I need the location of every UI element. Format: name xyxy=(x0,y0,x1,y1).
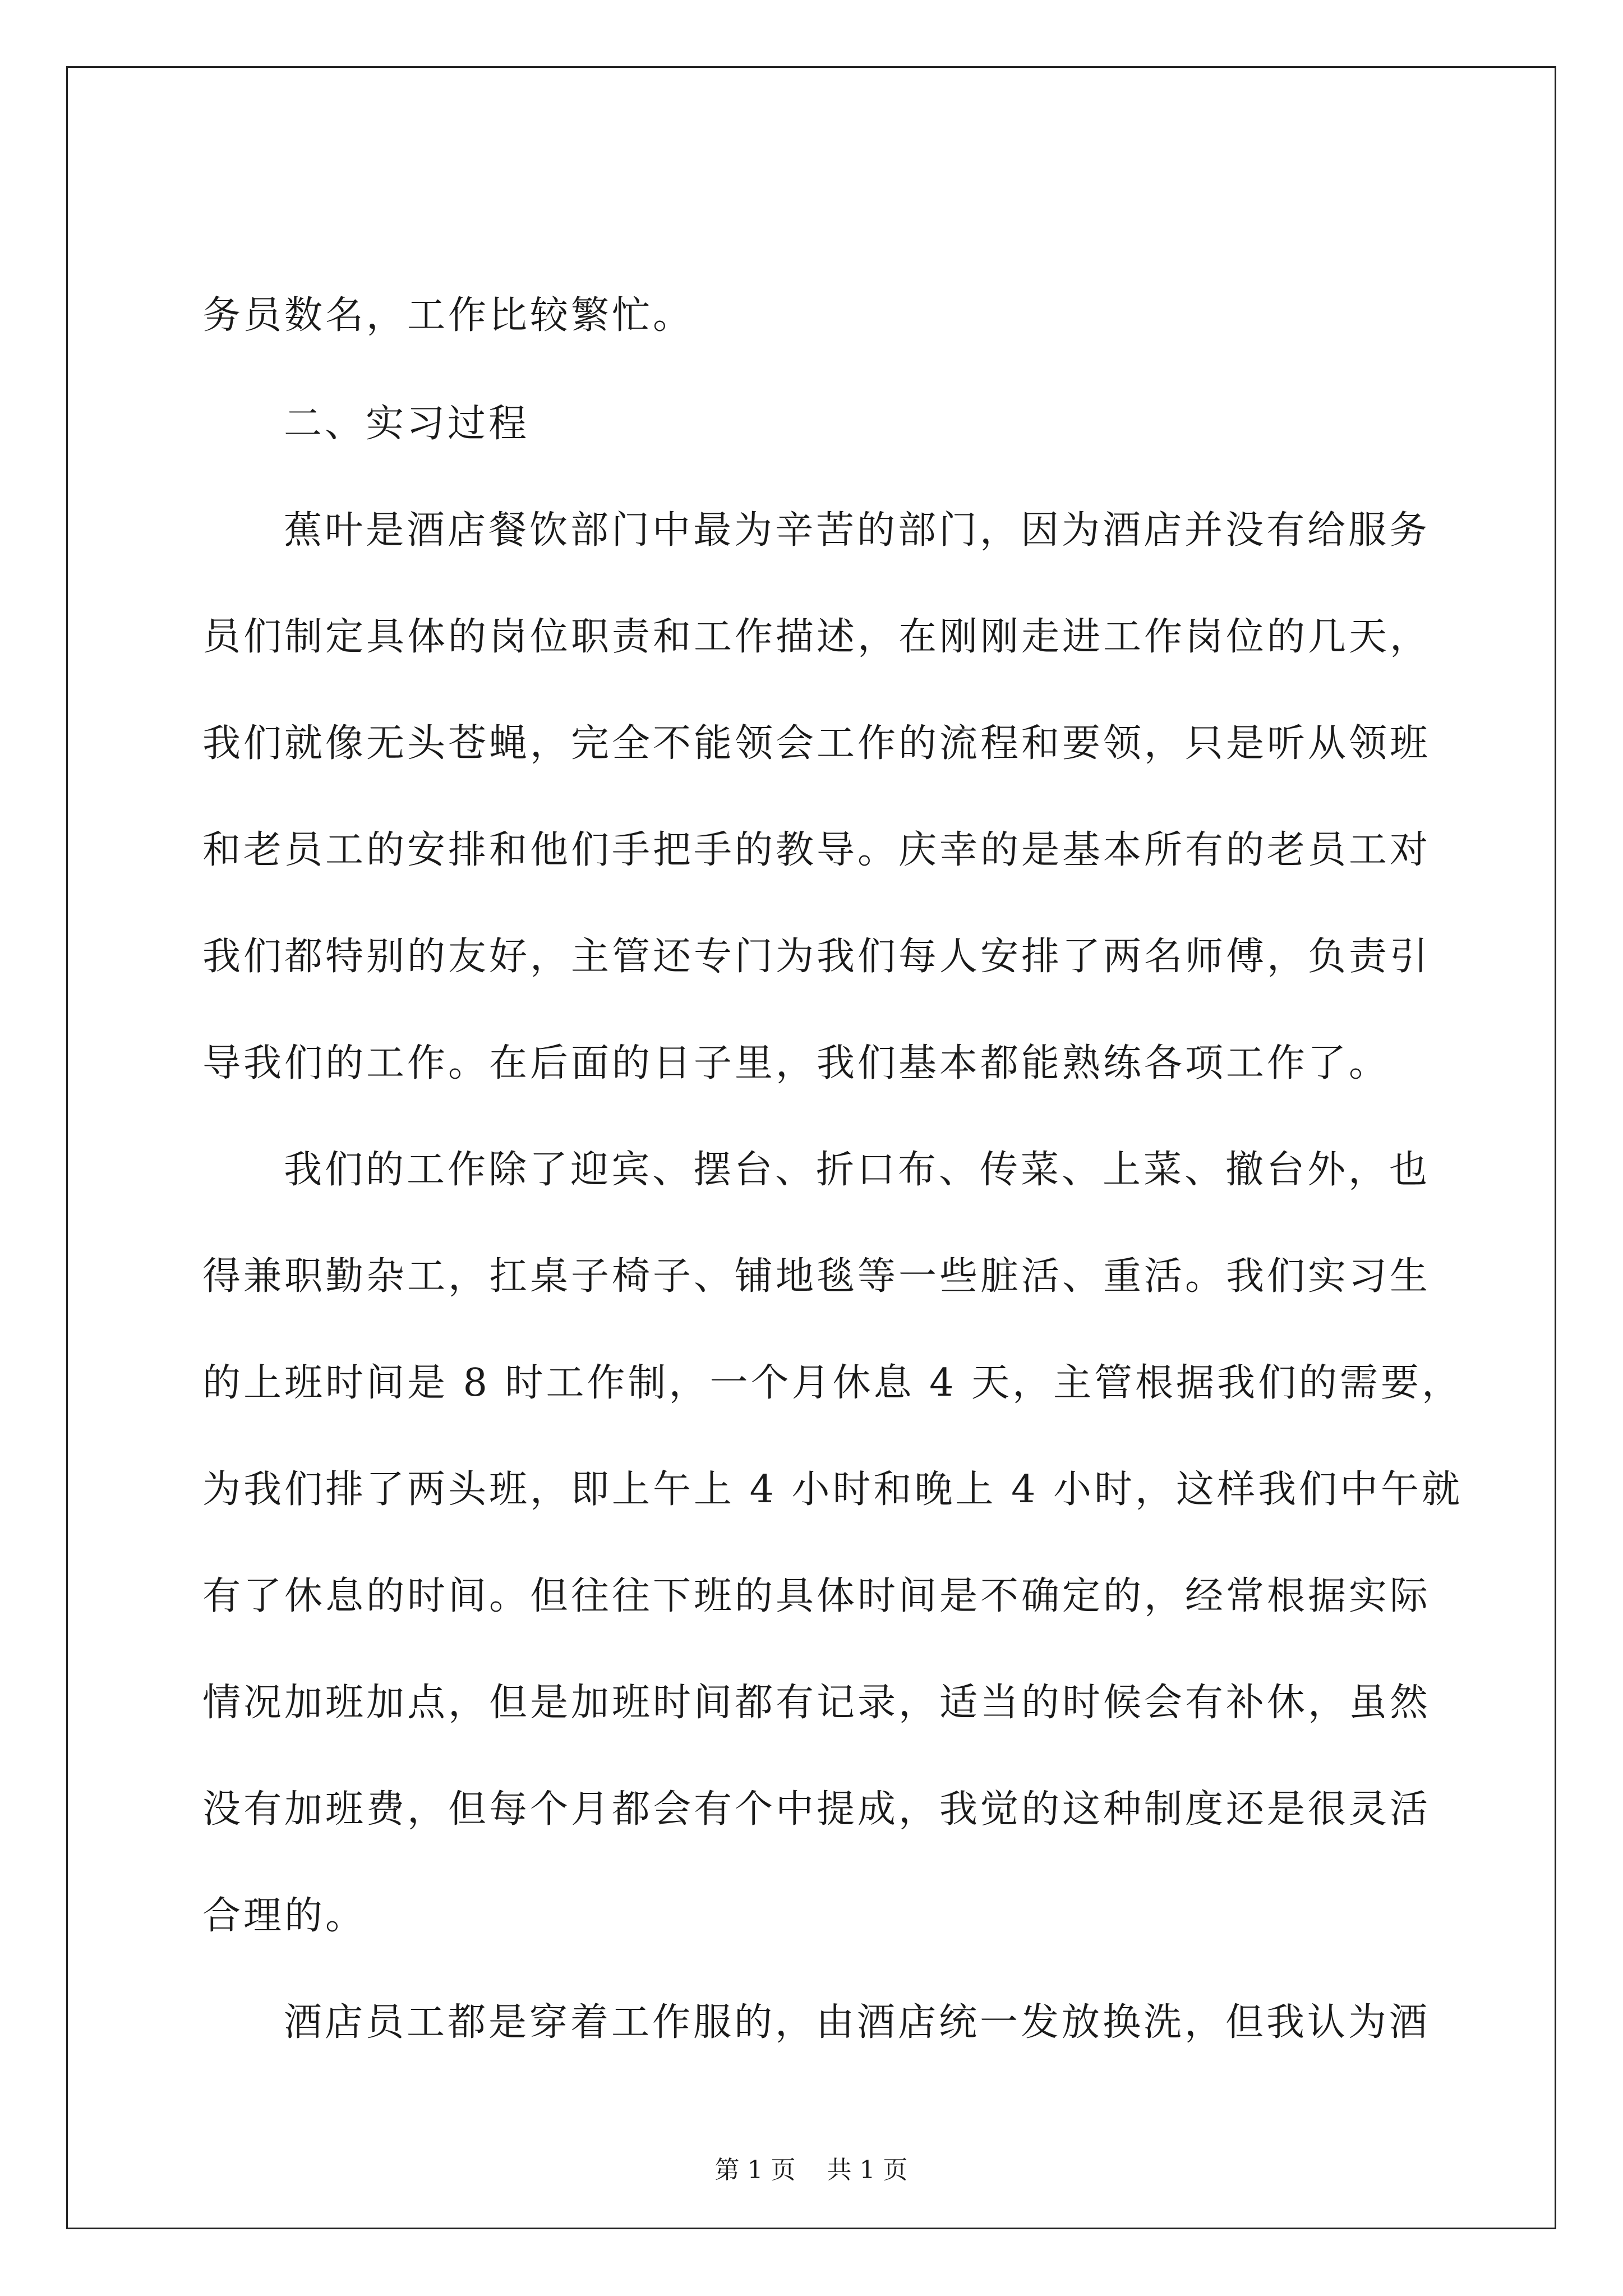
text-line: 得兼职勤杂工，扛桌子椅子、铺地毯等一些脏活、重活。我们实习生 xyxy=(202,1254,1431,1299)
text-line: 酒店员工都是穿着工作服的，由酒店统一发放换洗，但我认为酒 xyxy=(284,2000,1431,2045)
text-line: 有了休息的时间。但往往下班的具体时间是不确定的，经常根据实际 xyxy=(202,1574,1431,1618)
text-line: 蕉叶是酒店餐饮部门中最为辛苦的部门，因为酒店并没有给服务 xyxy=(284,508,1431,553)
text-line: 情况加班加点，但是加班时间都有记录，适当的时候会有补休，虽然 xyxy=(202,1681,1431,1725)
page-footer: 第 1 页 共 1 页 xyxy=(714,2156,908,2184)
text-line: 没有加班费，但每个月都会有个中提成，我觉的这种制度还是很灵活 xyxy=(202,1787,1431,1832)
text-line: 务员数名，工作比较繁忙。 xyxy=(202,293,694,338)
text-line: 为我们排了两头班，即上午上 4 小时和晚上 4 小时，这样我们中午就 xyxy=(202,1467,1463,1512)
text-line: 导我们的工作。在后面的日子里，我们基本都能熟练各项工作了。 xyxy=(202,1041,1390,1085)
section-heading: 二、实习过程 xyxy=(284,402,530,446)
text-line: 合理的。 xyxy=(202,1894,367,1938)
document-body xyxy=(202,68,1492,2143)
page-border xyxy=(66,66,1556,2229)
text-line: 和老员工的安排和他们手把手的教导。庆幸的是基本所有的老员工对 xyxy=(202,828,1431,872)
text-line: 我们的工作除了迎宾、摆台、折口布、传菜、上菜、撤台外，也 xyxy=(284,1148,1431,1192)
text-line: 我们都特别的友好，主管还专门为我们每人安排了两名师傅，负责引 xyxy=(202,935,1431,979)
text-line: 的上班时间是 8 时工作制，一个月休息 4 天，主管根据我们的需要， xyxy=(202,1361,1463,1405)
text-line: 我们就像无头苍蝇，完全不能领会工作的流程和要领，只是听从领班 xyxy=(202,721,1431,766)
text-line: 员们制定具体的岗位职责和工作描述，在刚刚走进工作岗位的几天， xyxy=(202,615,1431,659)
